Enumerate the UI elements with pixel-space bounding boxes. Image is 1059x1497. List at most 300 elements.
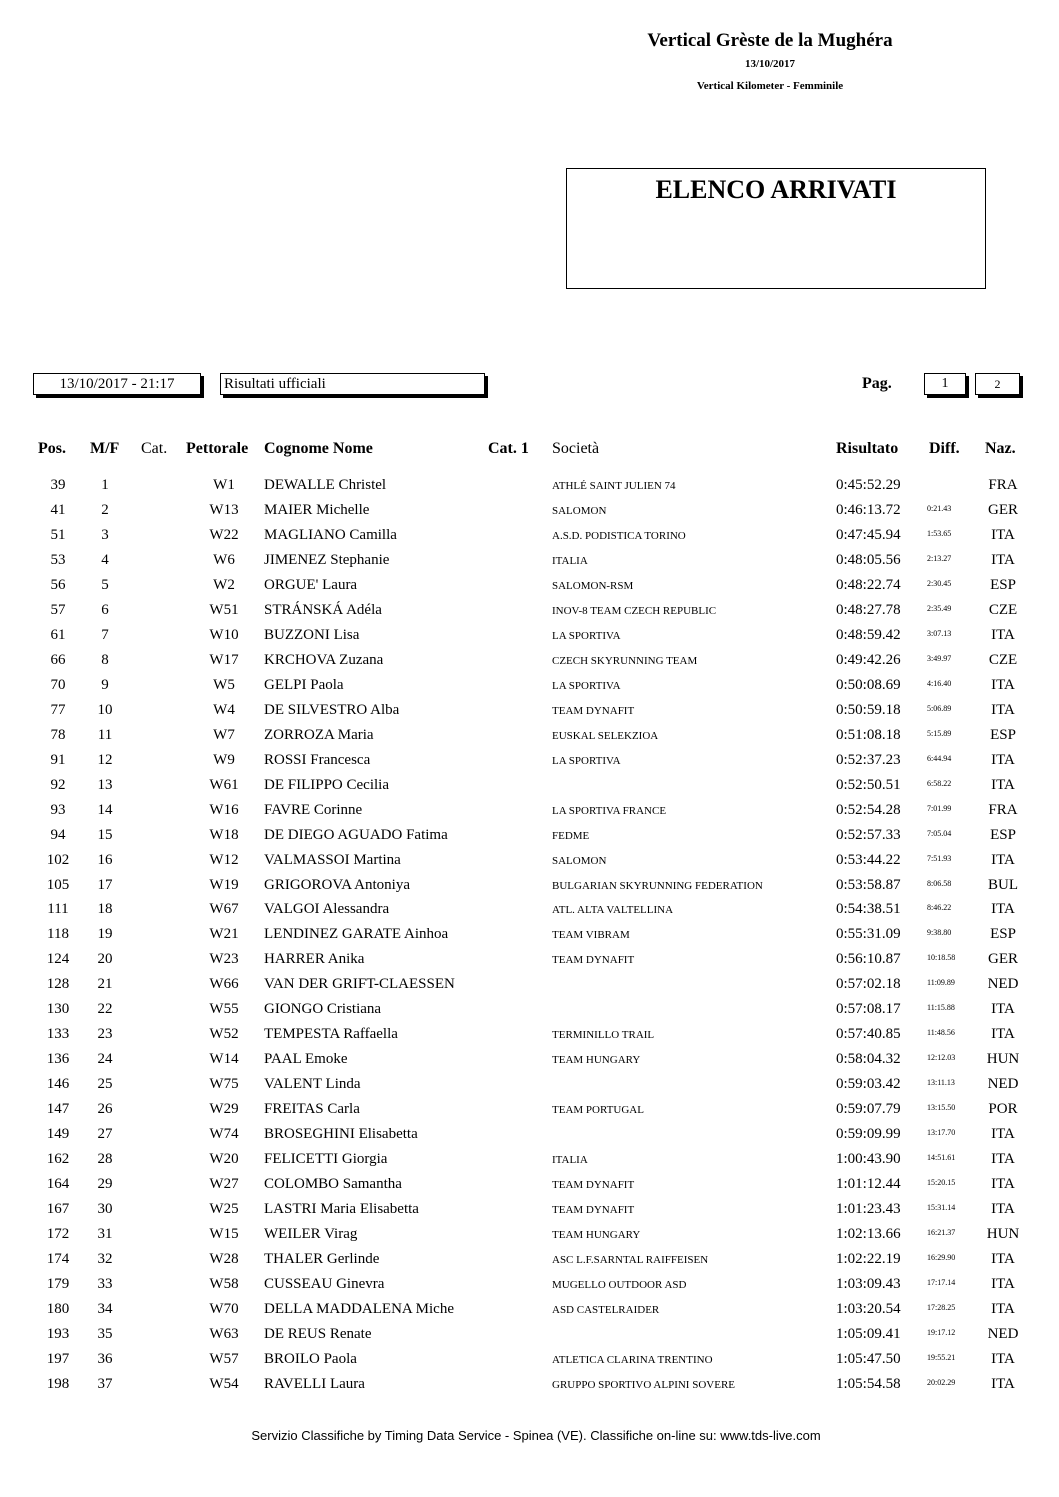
table-row (0, 501, 1059, 526)
bib-number: W13 (209, 501, 239, 518)
time-gap: 1:53.65 (927, 528, 952, 538)
mf-rank: 5 (101, 576, 109, 593)
club-name: TEAM DYNAFIT (552, 1179, 635, 1192)
result-time: 1:01:12.44 (836, 1176, 901, 1193)
athlete-name: KRCHOVA Zuzana (264, 651, 384, 668)
athlete-name: BROSEGHINI Elisabetta (264, 1126, 418, 1143)
time-gap: 2:13.27 (927, 553, 952, 563)
table-row (0, 1125, 1059, 1150)
athlete-name: DELLA MADDALENA Miche (264, 1301, 454, 1317)
position: 57 (50, 601, 66, 618)
time-gap: 8:06.58 (927, 878, 952, 888)
bib-number: W12 (209, 851, 239, 868)
nation: NED (987, 976, 1019, 993)
bib-number: W1 (213, 477, 235, 493)
mf-rank: 3 (101, 526, 109, 543)
position: 124 (46, 951, 70, 968)
result-time: 0:48:27.78 (836, 601, 901, 618)
club-name: ASD CASTELRAIDER (552, 1304, 660, 1316)
result-time: 0:57:02.18 (836, 976, 901, 993)
table-row (0, 1025, 1059, 1050)
time-gap: 0:21.43 (927, 503, 952, 513)
mf-rank: 20 (97, 951, 113, 968)
col-naz: Naz. (985, 440, 1016, 457)
bib-number: W14 (209, 1051, 239, 1068)
event-date: 13/10/2017 (744, 58, 796, 70)
athlete-name: FAVRE Corinne (264, 801, 363, 818)
bib-number: W18 (209, 826, 239, 843)
result-time: 1:03:20.54 (836, 1301, 901, 1317)
athlete-name: ROSSI Francesca (264, 751, 371, 768)
nation: CZE (988, 651, 1018, 668)
result-time: 0:53:44.22 (836, 851, 901, 868)
time-gap: 3:07.13 (927, 628, 952, 638)
club-name: SALOMON (552, 504, 607, 517)
nation: ITA (991, 901, 1015, 918)
time-gap: 14:51.61 (927, 1153, 956, 1163)
time-gap: 16:21.37 (927, 1228, 956, 1238)
nation: ITA (991, 701, 1015, 718)
bib-number: W75 (209, 1076, 239, 1093)
bib-number: W55 (209, 1001, 239, 1018)
bib-number: W15 (209, 1226, 239, 1243)
time-gap: 7:01.99 (927, 803, 952, 813)
table-row (0, 701, 1059, 726)
event-title: Vertical Grèste de la Mughéra (647, 30, 893, 51)
club-name: GRUPPO SPORTIVO ALPINI SOVERE (552, 1378, 736, 1391)
time-gap: 6:44.94 (927, 753, 952, 763)
nation: ESP (990, 926, 1016, 943)
position: 92 (50, 776, 66, 793)
position: 91 (50, 751, 66, 768)
col-res: Risultato (836, 440, 899, 457)
nation: ESP (990, 826, 1016, 843)
nation: ESP (990, 576, 1016, 593)
club-name: TEAM HUNGARY (552, 1229, 641, 1242)
nation: NED (987, 1076, 1019, 1093)
position: 61 (50, 626, 66, 643)
athlete-name: PAAL Emoke (264, 1051, 348, 1068)
club-name: TEAM VIBRAM (552, 929, 630, 942)
mf-rank: 32 (97, 1251, 113, 1268)
result-time: 0:52:54.28 (836, 801, 901, 818)
bib-number: W51 (209, 601, 239, 618)
time-gap: 8:46.22 (927, 903, 952, 913)
nation: ITA (991, 1301, 1015, 1317)
bib-number: W6 (213, 551, 235, 568)
bib-number: W20 (209, 1151, 239, 1168)
bib-number: W63 (209, 1325, 239, 1342)
nation: ITA (991, 1276, 1015, 1293)
position: 111 (47, 901, 69, 918)
nation: ITA (991, 751, 1015, 768)
athlete-name: JIMENEZ Stephanie (264, 551, 390, 568)
club-name: A.S.D. PODISTICA TORINO (552, 529, 686, 542)
position: 77 (50, 701, 66, 718)
table-row (0, 826, 1059, 851)
mf-rank: 12 (97, 751, 113, 768)
nation: FRA (988, 801, 1018, 818)
nation: ITA (991, 1026, 1015, 1043)
nation: ITA (991, 776, 1015, 793)
club-name: TERMINILLO TRAIL (552, 1029, 655, 1042)
club-name: SALOMON (552, 854, 607, 867)
table-row (0, 601, 1059, 626)
time-gap: 4:16.40 (927, 678, 952, 688)
result-time: 0:49:42.26 (836, 651, 901, 668)
time-gap: 16:29.90 (927, 1253, 956, 1263)
table-row (0, 1250, 1059, 1275)
athlete-name: DEWALLE Christel (264, 477, 387, 493)
result-time: 0:48:22.74 (836, 576, 901, 593)
bib-number: W4 (213, 701, 235, 718)
result-time: 0:59:03.42 (836, 1076, 901, 1093)
position: 162 (46, 1151, 70, 1168)
time-gap: 15:31.14 (927, 1203, 956, 1213)
club-name: ATLETICA CLARINA TRENTINO (552, 1353, 713, 1366)
result-time: 0:50:59.18 (836, 701, 901, 718)
result-time: 0:54:38.51 (836, 901, 901, 918)
position: 193 (46, 1325, 70, 1342)
table-row (0, 1275, 1059, 1300)
nation: POR (988, 1101, 1018, 1118)
time-gap: 5:15.89 (927, 728, 952, 738)
result-time: 1:05:47.50 (836, 1350, 901, 1367)
table-row (0, 776, 1059, 801)
table-row (0, 851, 1059, 876)
athlete-name: CUSSEAU Ginevra (264, 1276, 385, 1293)
athlete-name: DE SILVESTRO Alba (264, 701, 400, 718)
bib-number: W70 (209, 1301, 239, 1317)
result-time: 1:02:22.19 (836, 1251, 901, 1268)
result-time: 0:46:13.72 (836, 501, 901, 518)
nation: BUL (988, 876, 1018, 893)
nation: ITA (991, 1251, 1015, 1268)
athlete-name: LASTRI Maria Elisabetta (264, 1201, 419, 1218)
position: 102 (46, 851, 70, 868)
mf-rank: 6 (101, 601, 109, 618)
club-name: TEAM DYNAFIT (552, 704, 635, 717)
position: 164 (46, 1176, 70, 1193)
athlete-name: VALGOI Alessandra (264, 901, 390, 918)
table-row (0, 751, 1059, 776)
time-gap: 7:05.04 (927, 828, 952, 838)
club-name: TEAM PORTUGAL (552, 1104, 644, 1117)
mf-rank: 24 (97, 1051, 113, 1068)
mf-rank: 16 (97, 851, 113, 868)
nation: ITA (991, 676, 1015, 693)
col-pos: Pos. (38, 440, 66, 457)
nation: GER (988, 951, 1018, 968)
athlete-name: HARRER Anika (264, 951, 365, 968)
bib-number: W9 (213, 751, 235, 768)
time-gap: 9:38.80 (927, 928, 952, 938)
athlete-name: COLOMBO Samantha (264, 1176, 402, 1193)
position: 128 (46, 976, 70, 993)
table-row (0, 801, 1059, 826)
table-row (0, 626, 1059, 651)
result-time: 0:55:31.09 (836, 926, 901, 943)
position: 198 (46, 1375, 70, 1392)
nation: ITA (991, 526, 1015, 543)
page-total: 2 (975, 373, 1020, 395)
time-gap: 10:18.58 (927, 953, 956, 963)
bib-number: W58 (209, 1276, 239, 1293)
club-name: LA SPORTIVA (552, 679, 621, 692)
nation: ITA (991, 1201, 1015, 1218)
nation: GER (988, 501, 1018, 518)
bib-number: W19 (209, 876, 239, 893)
col-diff: Diff. (929, 440, 960, 457)
result-time: 0:53:58.87 (836, 876, 901, 893)
nation: ITA (991, 551, 1015, 568)
position: 146 (46, 1076, 70, 1093)
result-time: 0:50:08.69 (836, 676, 901, 693)
col-cat: Cat. (141, 440, 168, 457)
result-time: 0:59:09.99 (836, 1126, 901, 1143)
athlete-name: ZORROZA Maria (264, 726, 374, 743)
position: 105 (46, 876, 70, 893)
club-name: TEAM DYNAFIT (552, 954, 635, 967)
club-name: ATL. ALTA VALTELLINA (552, 904, 674, 917)
athlete-name: MAGLIANO Camilla (264, 526, 397, 543)
bib-number: W54 (209, 1375, 239, 1392)
nation: ITA (991, 1151, 1015, 1168)
mf-rank: 28 (97, 1151, 113, 1168)
mf-rank: 21 (97, 976, 113, 993)
mf-rank: 25 (97, 1076, 113, 1093)
result-time: 0:48:59.42 (836, 626, 901, 643)
position: 78 (50, 726, 66, 743)
time-gap: 2:30.45 (927, 578, 952, 588)
col-cat1: Cat. 1 (488, 440, 529, 457)
table-row (0, 1350, 1059, 1375)
athlete-name: BROILO Paola (264, 1350, 357, 1367)
bib-number: W7 (213, 726, 235, 743)
club-name: LA SPORTIVA (552, 629, 621, 642)
nation: ITA (991, 1350, 1015, 1367)
athlete-name: BUZZONI Lisa (264, 626, 360, 643)
mf-rank: 2 (101, 501, 109, 518)
club-name: ITALIA (552, 554, 588, 567)
result-time: 0:45:52.29 (836, 477, 901, 493)
bib-number: W21 (209, 926, 239, 943)
mf-rank: 10 (97, 701, 113, 718)
club-name: SALOMON-RSM (552, 579, 634, 592)
bib-number: W67 (209, 901, 239, 918)
time-gap: 19:17.12 (927, 1327, 956, 1337)
col-soc: Società (552, 440, 600, 457)
time-gap: 6:58.22 (927, 778, 952, 788)
athlete-name: STRÁNSKÁ Adéla (264, 601, 382, 618)
table-row (0, 925, 1059, 950)
result-time: 0:52:50.51 (836, 776, 901, 793)
position: 172 (46, 1226, 70, 1243)
page-current: 1 (924, 373, 966, 395)
table-row (0, 576, 1059, 601)
nation: ITA (991, 626, 1015, 643)
result-time: 0:59:07.79 (836, 1101, 901, 1118)
col-bib: Pettorale (186, 440, 249, 457)
position: 147 (46, 1101, 70, 1118)
position: 179 (46, 1276, 70, 1293)
result-time: 1:01:23.43 (836, 1201, 901, 1218)
club-name: ASC L.F.SARNTAL RAIFFEISEN (552, 1254, 709, 1267)
col-mf: M/F (90, 440, 120, 457)
nation: NED (987, 1325, 1019, 1342)
nation: HUN (986, 1226, 1020, 1243)
result-time: 0:52:57.33 (836, 826, 901, 843)
athlete-name: DE REUS Renate (264, 1325, 372, 1342)
athlete-name: TEMPESTA Raffaella (264, 1026, 398, 1043)
time-gap: 17:28.25 (927, 1303, 956, 1312)
race-name: Vertical Kilometer - Femminile (696, 80, 844, 92)
bib-number: W74 (209, 1126, 239, 1143)
nation: HUN (986, 1051, 1020, 1068)
mf-rank: 19 (97, 926, 113, 943)
time-gap: 15:20.15 (927, 1178, 956, 1188)
datetime-box: 13/10/2017 - 21:17 (33, 373, 201, 395)
athlete-name: FREITAS Carla (264, 1101, 360, 1118)
bib-number: W23 (209, 951, 239, 968)
footer: Servizio Classifiche by Timing Data Service - Spinea (VE). Classifiche on-line su: www.tds-live.com (251, 1428, 821, 1443)
athlete-name: MAIER Michelle (264, 501, 370, 518)
table-row (0, 676, 1059, 701)
result-time: 0:48:05.56 (836, 551, 901, 568)
mf-rank: 22 (97, 1001, 113, 1018)
time-gap: 5:06.89 (927, 703, 952, 713)
athlete-name: DE DIEGO AGUADO Fatima (264, 826, 448, 843)
time-gap: 13:17.70 (927, 1128, 956, 1138)
position: 167 (46, 1201, 70, 1218)
mf-rank: 26 (97, 1101, 113, 1118)
athlete-name: VALMASSOI Martina (264, 851, 401, 868)
nation: ITA (991, 1126, 1015, 1143)
time-gap: 20:02.29 (927, 1377, 956, 1387)
position: 149 (46, 1126, 70, 1143)
table-row (0, 1075, 1059, 1100)
bib-number: W52 (209, 1026, 239, 1043)
position: 174 (46, 1251, 70, 1268)
status-box: Risultati ufficiali (220, 373, 485, 395)
nation: ITA (991, 851, 1015, 868)
result-time: 0:51:08.18 (836, 726, 901, 743)
mf-rank: 4 (101, 551, 109, 568)
bib-number: W16 (209, 801, 239, 818)
club-name: MUGELLO OUTDOOR ASD (552, 1279, 687, 1292)
bib-number: W22 (209, 526, 239, 543)
time-gap: 11:09.89 (927, 978, 955, 988)
bib-number: W29 (209, 1101, 239, 1118)
mf-rank: 33 (97, 1276, 113, 1293)
table-row (0, 1100, 1059, 1125)
bib-number: W28 (209, 1251, 239, 1268)
table-row (0, 1000, 1059, 1025)
position: 197 (46, 1350, 70, 1367)
position: 70 (50, 676, 66, 693)
table-row (0, 726, 1059, 751)
table-row (0, 950, 1059, 975)
result-time: 1:00:43.90 (836, 1151, 901, 1168)
athlete-name: FELICETTI Giorgia (264, 1151, 388, 1168)
time-gap: 3:49.97 (927, 653, 952, 663)
mf-rank: 14 (97, 801, 113, 818)
col-name: Cognome Nome (264, 440, 373, 457)
athlete-name: ORGUE' Laura (264, 576, 358, 593)
bib-number: W61 (209, 776, 239, 793)
athlete-name: GRIGOROVA Antoniya (264, 876, 410, 893)
position: 180 (46, 1301, 70, 1317)
athlete-name: GELPI Paola (264, 676, 344, 693)
position: 130 (46, 1001, 70, 1018)
result-time: 0:57:08.17 (836, 1001, 901, 1018)
time-gap: 12:12.03 (927, 1053, 956, 1063)
position: 136 (46, 1051, 70, 1068)
nation: ESP (990, 726, 1016, 743)
mf-rank: 8 (101, 651, 109, 668)
bib-number: W17 (209, 651, 239, 668)
table-row (0, 551, 1059, 576)
position: 66 (50, 651, 66, 668)
page-title: ELENCO ARRIVATI (655, 175, 897, 204)
time-gap: 7:51.93 (927, 853, 952, 863)
athlete-name: THALER Gerlinde (264, 1251, 380, 1268)
time-gap: 11:15.88 (927, 1003, 955, 1013)
time-gap: 13:15.50 (927, 1103, 956, 1113)
time-gap: 17:17.14 (927, 1278, 956, 1288)
athlete-name: DE FILIPPO Cecilia (264, 776, 389, 793)
table-row (0, 1150, 1059, 1175)
result-time: 1:02:13.66 (836, 1226, 901, 1243)
athlete-name: RAVELLI Laura (264, 1375, 365, 1392)
club-name: ATHLÉ SAINT JULIEN 74 (552, 480, 676, 492)
page-label: Pag. (862, 375, 892, 392)
position: 41 (50, 501, 66, 518)
bib-number: W25 (209, 1201, 239, 1218)
club-name: LA SPORTIVA (552, 754, 621, 767)
club-name: CZECH SKYRUNNING TEAM (552, 654, 698, 667)
bib-number: W57 (209, 1350, 239, 1367)
table-row (0, 1225, 1059, 1250)
table-row (0, 1375, 1059, 1400)
mf-rank: 34 (97, 1301, 113, 1317)
athlete-name: VALENT Linda (264, 1076, 361, 1093)
time-gap: 2:35.49 (927, 603, 952, 613)
title-box (566, 168, 986, 289)
position: 118 (47, 926, 69, 943)
club-name: ITALIA (552, 1154, 588, 1167)
mf-rank: 1 (101, 477, 109, 493)
mf-rank: 13 (97, 776, 113, 793)
club-name: TEAM HUNGARY (552, 1054, 641, 1067)
table-row (0, 476, 1059, 501)
result-time: 0:52:37.23 (836, 751, 901, 768)
table-row (0, 1050, 1059, 1075)
mf-rank: 15 (97, 826, 113, 843)
time-gap: 13:11.13 (927, 1078, 955, 1088)
mf-rank: 11 (97, 726, 113, 743)
table-row (0, 876, 1059, 901)
mf-rank: 23 (97, 1026, 113, 1043)
mf-rank: 35 (97, 1325, 113, 1342)
bib-number: W10 (209, 626, 239, 643)
club-name: FEDME (552, 829, 590, 842)
club-name: BULGARIAN SKYRUNNING FEDERATION (552, 879, 763, 892)
nation: FRA (988, 477, 1018, 493)
athlete-name: VAN DER GRIFT-CLAESSEN (264, 976, 455, 993)
table-row (0, 1325, 1059, 1350)
mf-rank: 30 (97, 1201, 113, 1218)
